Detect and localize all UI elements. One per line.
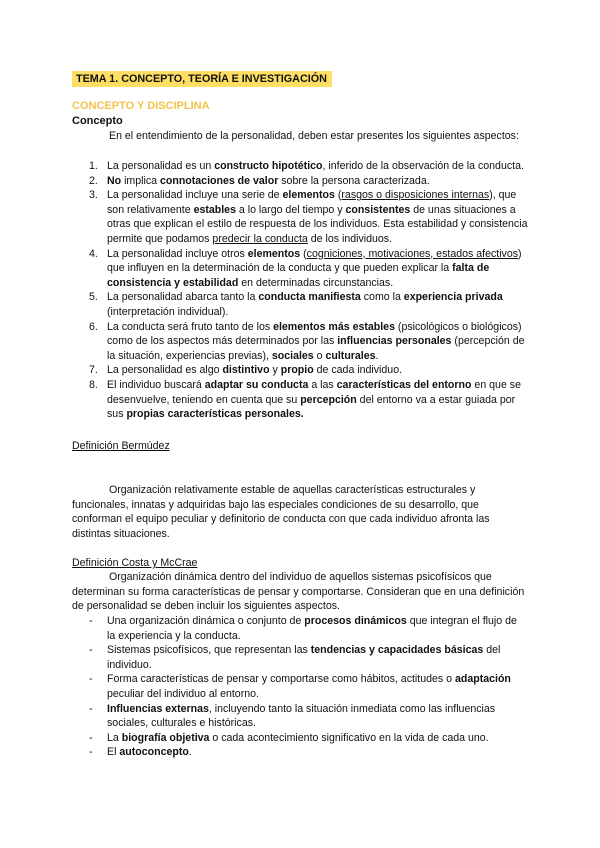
aspects.3-run: en determinadas circunstancias. [238, 276, 394, 289]
aspect-item [72, 363, 528, 378]
aspects.5-run: culturales [325, 349, 376, 362]
costa-aspects-list [72, 614, 528, 760]
costa-list-item [72, 702, 528, 731]
dash-bullet: - [89, 746, 93, 759]
aspects.7-run: a las [308, 378, 337, 391]
costa.items.5-run: . [188, 746, 192, 759]
aspects.0-run: , inferido de la observación de la conducta. [322, 160, 524, 172]
definition-bermudez-text: Organización relativamente estable de aquellas características estructurales y funcionales, innatas y adquiridas bajo las especiales condiciones de su desarrollo, que conforman el equipo peculiar y definitorio de conducta con que cada individuo afronta las distintas situaciones. [72, 484, 490, 540]
aspects.6-run: y [269, 364, 281, 377]
aspects.3-run: falta de consistencia y estabilidad [107, 262, 490, 289]
aspects.5-run: influencias personales [337, 335, 452, 348]
aspects.5-run: (psicológicos o biológicos) como de los aspectos más determinados por las [107, 320, 522, 348]
dash-bullet: - [89, 644, 93, 657]
definition-bermudez-heading: Definición Bermúdez [72, 440, 170, 452]
aspects.7-run: propias características personales. [126, 408, 304, 421]
aspect-item [72, 320, 528, 364]
costa.items.2-run: peculiar del individuo al entorno. [107, 687, 259, 700]
aspects.0-run: constructo hipotético [214, 160, 323, 172]
aspects.7-run: características del entorno [336, 378, 472, 391]
costa-list-item [72, 614, 528, 643]
subheading-concepto: Concepto [72, 115, 123, 127]
aspect-number: 2. [89, 174, 98, 187]
costa.items.1-run: Sistemas psicofísicos, que representan las [107, 644, 311, 657]
aspects.4-run: (interpretación individual). [107, 305, 229, 318]
aspects.7-run: percepción [300, 393, 357, 406]
aspects.7-run: El individuo buscará [107, 378, 205, 391]
aspects.7-run: adaptar su conducta [204, 378, 309, 391]
aspects.6-run: de cada individuo. [313, 364, 403, 377]
costa.items.4-run: La [107, 731, 122, 744]
costa.items.2-run: Forma características de pensar y comportarse como hábitos, actitudes o [107, 673, 455, 686]
aspects.7-run: del entorno va a estar guiada por sus [107, 393, 516, 421]
aspects.4-run: La personalidad abarca tanto la [107, 291, 259, 304]
aspects.2-run: rasgos o disposiciones internas [341, 189, 490, 202]
dash-bullet: - [89, 702, 93, 715]
aspect-number: 7. [89, 364, 98, 377]
costa.items.0-run: Una organización dinámica o conjunto de [107, 615, 305, 627]
aspects.1-run: No [107, 174, 122, 187]
costa.items.3-run: Influencias externas [107, 702, 209, 715]
intro-paragraph: En el entendimiento de la personalidad, deben estar presentes los siguientes aspectos: [109, 130, 519, 142]
costa.items.2-run: adaptación [454, 673, 511, 686]
aspect-item [72, 378, 528, 422]
aspect-number: 8. [89, 378, 98, 391]
costa.items.4-run: biografía objetiva [121, 731, 210, 744]
aspect-item [72, 247, 528, 291]
aspects.5-run: La conducta será fruto tanto de los [107, 320, 274, 333]
costa.items.0-run: que integran el flujo de la experiencia y la conducta. [107, 615, 517, 642]
costa-list-item [72, 643, 528, 672]
section-heading: CONCEPTO Y DISCIPLINA [72, 100, 210, 112]
aspects.7-run: en que se desenvuelve, teniendo en cuenta que su [107, 378, 521, 406]
aspects.3-run: La personalidad incluye otros [107, 247, 248, 260]
page-title: TEMA 1. CONCEPTO, TEORÍA E INVESTIGACIÓN [72, 71, 332, 87]
aspects.5-run: (percepción de la situación, experiencias previas), [107, 335, 525, 362]
aspect-item [72, 159, 528, 174]
aspects.3-run: elementos [247, 247, 301, 260]
aspects.5-run: sociales [271, 349, 314, 362]
costa.items.1-run: tendencias y capacidades básicas [310, 644, 484, 657]
costa.items.0-run: procesos dinámicos [304, 615, 407, 627]
costa.items.5-run: El [107, 746, 120, 759]
aspect-number: 4. [89, 247, 98, 260]
aspects.2-run: de los individuos. [307, 232, 393, 245]
aspects.4-run: como la [360, 291, 404, 304]
aspect-item [72, 174, 528, 189]
aspects.2-run: ), que son relativamente [107, 189, 517, 216]
aspects.5-run: o [313, 349, 326, 362]
aspects.5-run: . [375, 349, 379, 362]
aspects.3-run: cogniciones, motivaciones, estados afectivos [306, 247, 519, 260]
aspects.2-run: estables [193, 203, 236, 216]
costa-list-item [72, 731, 528, 746]
aspects.2-run: elementos [282, 189, 335, 202]
aspects-list [72, 159, 528, 422]
definition-costa-heading: Definición Costa y McCrae [72, 557, 198, 569]
aspects.0-run: La personalidad es un [107, 160, 215, 172]
aspects.1-run: implica [121, 174, 160, 187]
aspects.4-run: conducta manifiesta [258, 291, 361, 304]
aspect-item [72, 188, 528, 246]
aspects.2-run: La personalidad incluye una serie de [107, 189, 283, 202]
aspects.1-run: sobre la persona caracterizada. [278, 174, 430, 187]
aspects.2-run: a lo largo del tiempo y [235, 203, 346, 216]
costa-list-item [72, 672, 528, 701]
aspects.2-run: de unas situaciones a otras que explican el estilo de respuesta de los individuos. Esta estabilidad y consistencia permite que podamos [107, 203, 528, 245]
costa-list-item [72, 745, 528, 760]
aspects.2-run: ( [334, 189, 342, 202]
aspects.6-run: La personalidad es algo [107, 364, 223, 377]
aspect-item [72, 290, 528, 319]
definition-costa-text: Organización dinámica dentro del individuo de aquellos sistemas psicofísicos que determinan su forma características de pensar y comportarse. Consideran que en una definición de personalidad se deben incluir los siguientes aspectos. [72, 571, 525, 613]
aspects.2-run: consistentes [345, 203, 411, 216]
aspects.5-run: elementos más estables [273, 320, 395, 333]
aspects.4-run: experiencia privada [403, 291, 503, 304]
aspects.3-run: ( [300, 247, 307, 260]
aspect-number: 6. [89, 320, 98, 333]
aspects.3-run: ) que influyen en la determinación de la conducta y que pueden explicar la [107, 247, 522, 275]
dash-bullet: - [89, 673, 93, 686]
aspects.1-run: connotaciones de valor [159, 174, 279, 187]
costa.items.1-run: del individuo. [107, 644, 501, 671]
aspects.6-run: distintivo [222, 364, 270, 377]
aspect-number: 5. [89, 291, 98, 304]
aspect-number: 3. [89, 189, 98, 202]
dash-bullet: - [89, 615, 93, 627]
aspects.6-run: propio [280, 364, 314, 377]
costa.items.4-run: o cada acontecimiento significativo en la vida de cada uno. [209, 731, 489, 744]
aspect-number: 1. [89, 160, 98, 172]
costa.items.5-run: autoconcepto [119, 746, 189, 759]
dash-bullet: - [89, 731, 93, 744]
aspects.2-run: predecir la conducta [212, 232, 308, 245]
costa.items.3-run: , incluyendo tanto la situación inmediata como las influencias sociales, culturales e históricas. [107, 702, 496, 730]
